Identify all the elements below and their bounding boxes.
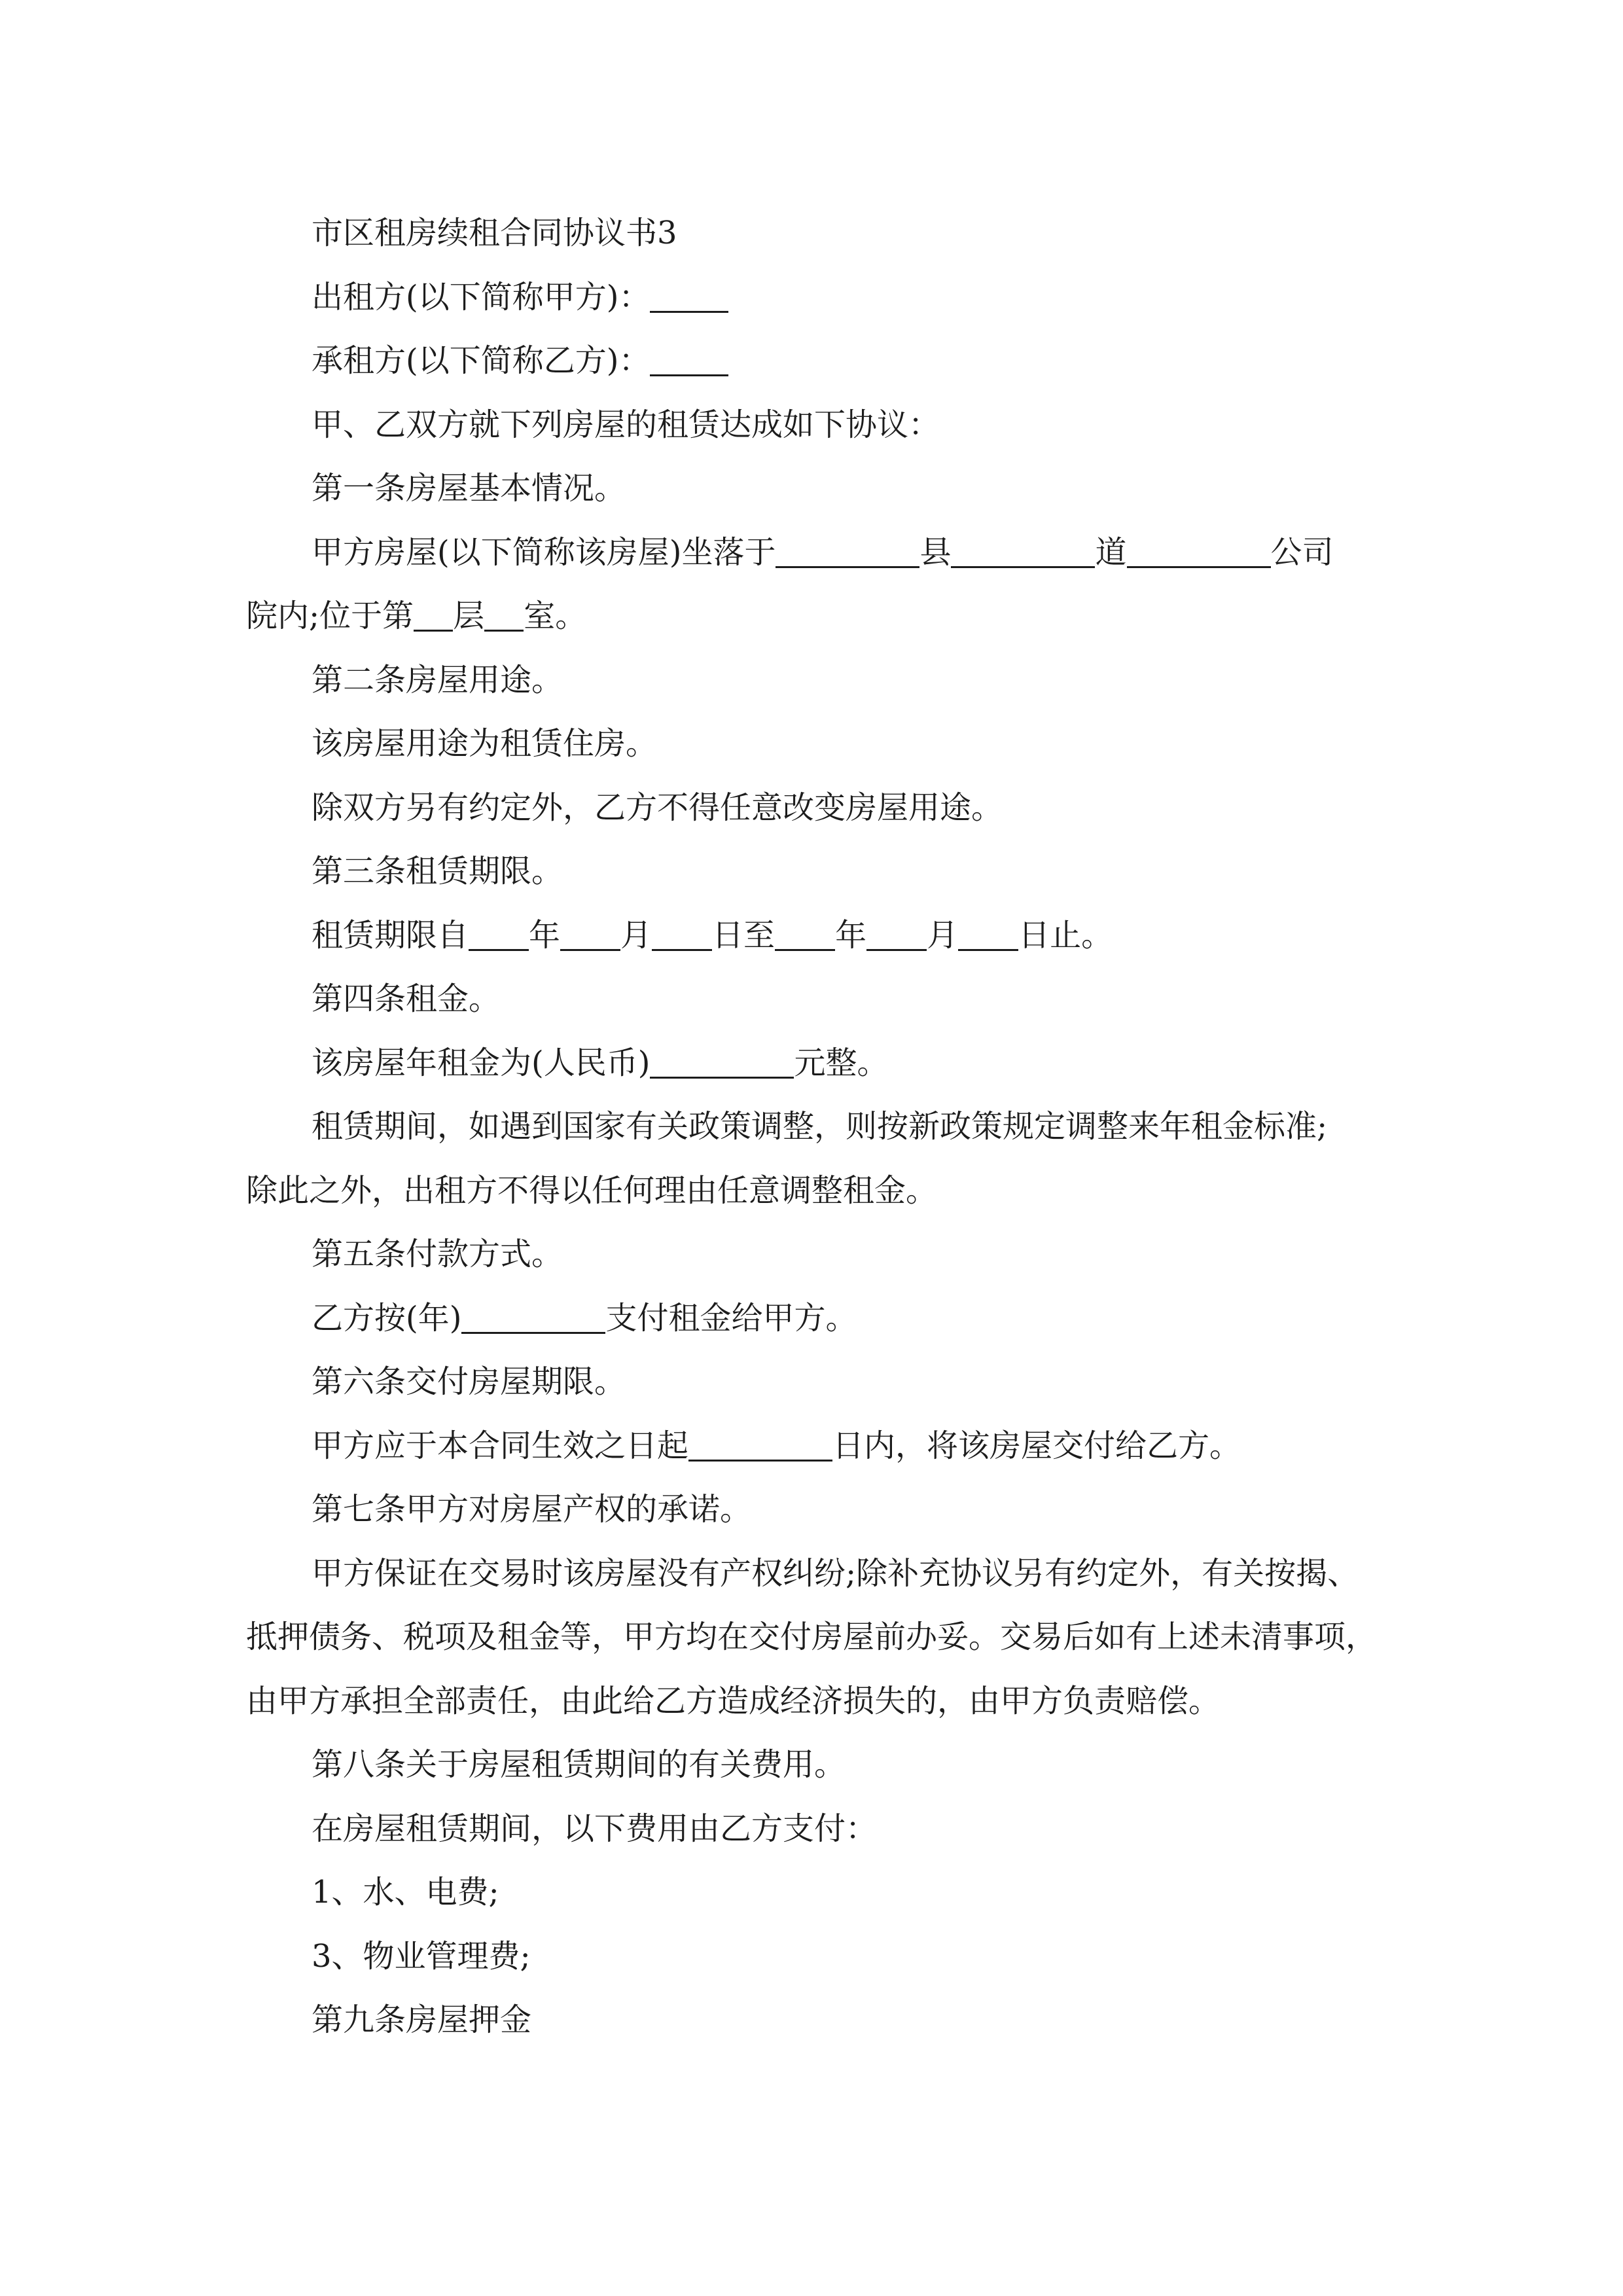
- period-text-a: 租赁期限自: [312, 916, 469, 954]
- title-guarantee-line-1: 甲方保证在交易时该房屋没有产权纠纷;除补充协议另有约定外，有关按揭、: [312, 1554, 1359, 1592]
- lessee-line: [246, 329, 1377, 393]
- article-3-heading: 第三条租赁期限。: [312, 853, 563, 889]
- location-blank-3: [1127, 565, 1271, 568]
- document-title: 市区租房续租合同协议书3: [312, 215, 677, 251]
- article-5-heading: 第五条付款方式。: [312, 1236, 563, 1272]
- article-8-heading: 第八条关于房屋租赁期间的有关费用。: [312, 1746, 846, 1783]
- article-4-heading: 第四条租金。: [312, 980, 501, 1017]
- rent-adjustment-line-1: 租赁期间，如遇到国家有关政策调整，则按新政策规定调整来年租金标准;: [312, 1108, 1328, 1145]
- location-text-d: 公司: [1270, 533, 1334, 571]
- article-6-heading: 第六条交付房屋期限。: [312, 1363, 626, 1400]
- article-9-heading: 第九条房屋押金: [312, 2001, 532, 2038]
- location-blank-2: [951, 565, 1095, 568]
- location-text-a: 甲方房屋(以下简称该房屋)坐落于: [312, 533, 776, 571]
- property-floor-line: [246, 584, 1377, 649]
- delivery-text-b: 日内，将该房屋交付给乙方。: [832, 1427, 1241, 1464]
- location-text-c: 道: [1095, 533, 1127, 571]
- lessee-label: 承租方(以下简称乙方)：: [312, 342, 651, 379]
- period-text-b: 年: [529, 916, 561, 954]
- rent-adjustment-line-2: 除此之外，出租方不得以任何理由任意调整租金。: [246, 1172, 938, 1209]
- annual-rent-line: [246, 1031, 1377, 1096]
- fees-intro-paragraph: 在房屋租赁期间，以下费用由乙方支付：: [312, 1810, 878, 1847]
- payment-method-blank: [461, 1331, 605, 1334]
- payment-text-b: 支付租金给甲方。: [605, 1299, 857, 1336]
- payment-text-a: 乙方按(年): [312, 1299, 462, 1336]
- intro-paragraph: 甲、乙双方就下列房屋的租赁达成如下协议：: [312, 406, 940, 443]
- article-1-heading: 第一条房屋基本情况。: [312, 470, 626, 507]
- end-month-blank: [866, 948, 927, 951]
- rent-text-b: 元整。: [794, 1044, 889, 1081]
- lessor-blank: [650, 310, 728, 313]
- payment-line: [246, 1287, 1377, 1351]
- fees-item-3: 3、物业管理费;: [312, 1937, 531, 1975]
- start-month-blank: [560, 948, 620, 951]
- property-location-line: [246, 521, 1377, 585]
- title-guarantee-line-3: 由甲方承担全部责任，由此给乙方造成经济损失的，由甲方负责赔偿。: [246, 1682, 1221, 1719]
- end-year-blank: [775, 948, 835, 951]
- period-text-e: 年: [835, 916, 867, 954]
- floor-text-b: 层: [453, 598, 485, 634]
- room-blank: [484, 629, 524, 632]
- lease-period-line: [246, 904, 1377, 968]
- period-text-c: 月: [620, 916, 652, 954]
- lessee-blank: [650, 374, 728, 376]
- fees-item-1: 1、水、电费;: [312, 1874, 499, 1910]
- floor-text-a: 院内;位于第: [246, 598, 414, 634]
- period-text-f: 月: [927, 916, 959, 954]
- article-7-heading: 第七条甲方对房屋产权的承诺。: [312, 1491, 752, 1528]
- lessor-line: [246, 266, 1377, 330]
- floor-text-c: 室。: [524, 598, 587, 634]
- contract-document: [246, 202, 1377, 2053]
- delivery-line: [246, 1414, 1377, 1479]
- rent-amount-blank: [650, 1076, 794, 1079]
- start-year-blank: [469, 948, 529, 951]
- end-day-blank: [958, 948, 1018, 951]
- period-text-d: 日至: [712, 916, 776, 954]
- location-text-b: 县: [919, 533, 952, 571]
- delivery-days-blank: [688, 1459, 832, 1462]
- start-day-blank: [652, 948, 712, 951]
- title-guarantee-line-2: 抵押债务、税项及租金等，甲方均在交付房屋前办妥。交易后如有上述未清事项，: [246, 1619, 1378, 1655]
- delivery-text-a: 甲方应于本合同生效之日起: [312, 1427, 689, 1464]
- lessor-label: 出租方(以下简称甲方)：: [312, 278, 651, 315]
- rent-text-a: 该房屋年租金为(人民币): [312, 1044, 651, 1081]
- article-2-heading: 第二条房屋用途。: [312, 661, 563, 698]
- period-text-g: 日止。: [1018, 916, 1113, 954]
- location-blank-1: [776, 565, 919, 568]
- usage-restriction-paragraph: 除双方另有约定外，乙方不得任意改变房屋用途。: [312, 789, 1003, 826]
- usage-paragraph: 该房屋用途为租赁住房。: [312, 725, 658, 762]
- floor-blank: [414, 629, 453, 632]
